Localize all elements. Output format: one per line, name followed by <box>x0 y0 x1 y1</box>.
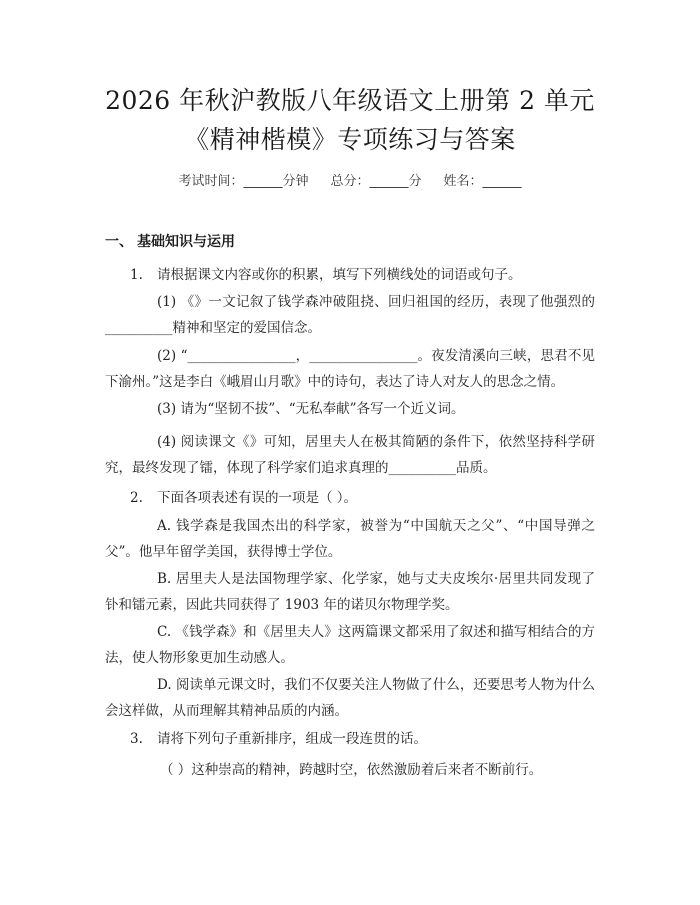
question-2-option-d: D. 阅读单元课文时，我们不仅要关注人物做了什么，还要思考人物为什么会这样做，从而理解其精神品质的内涵。 <box>105 677 595 719</box>
section-number: 一、 <box>105 234 133 250</box>
question-text: 下面各项表述有误的一项是（ ）。 <box>157 490 358 506</box>
question-2-option-a: A. 钱学森是我国杰出的科学家，被誉为“中国航天之父”、“中国导弹之父”。他早年留学美国，获得博士学位。 <box>105 518 595 560</box>
exam-time: 考试时间：______分钟 <box>178 174 309 189</box>
document-title-line2: 《精神楷模》专项练习与答案 <box>184 125 516 154</box>
exam-name: 姓名：______ <box>443 174 522 189</box>
question-number: 3. <box>130 731 143 747</box>
question-number: 1. <box>130 267 143 283</box>
question-2-stem <box>130 486 357 506</box>
question-1-item-2: (2) “________________，________________。夜发清溪向三峡，思君不见下渝州。”这是李白《峨眉山月歌》中的诗句，表达了诗人对友人的思念之情。 <box>105 348 595 390</box>
question-2-option-c: C. 《钱学森》和《居里夫人》这两篇课文都采用了叙述和描写相结合的方法，使人物形象更加生动感人。 <box>105 624 595 666</box>
question-1-item-1: (1) 《》一文记叙了钱学森冲破阻挠、回归祖国的经历，表现了他强烈的__________精神和坚定的爱国信念。 <box>105 294 595 336</box>
question-3-stem <box>130 727 427 747</box>
question-text: 请将下列句子重新排序，组成一段连贯的话。 <box>157 731 427 747</box>
exam-info <box>0 170 700 189</box>
question-number: 2. <box>130 490 143 506</box>
question-1-stem <box>130 263 522 283</box>
section-heading <box>105 231 235 251</box>
section-title: 基础知识与运用 <box>137 234 235 250</box>
exam-score: 总分：______分 <box>330 174 422 189</box>
question-1-item-4: (4) 阅读课文《》可知，居里夫人在极其简陋的条件下，依然坚持科学研究，最终发现了镭，体现了科学家们追求真理的__________品质。 <box>105 434 595 476</box>
question-1-item-3: (3) 请为“坚韧不拔”、“无私奉献”各写一个近义词。 <box>157 401 465 417</box>
question-text: 请根据课文内容或你的积累，填写下列横线处的词语或句子。 <box>157 267 522 283</box>
document-title-line1: 2026 年秋沪教版八年级语文上册第 2 单元 <box>105 86 595 115</box>
question-3-sentence-1: （ ）这种崇高的精神，跨越时空，依然激励着后来者不断前行。 <box>160 762 543 778</box>
question-2-option-b: B. 居里夫人是法国物理学家、化学家，她与丈夫皮埃尔·居里共同发现了钋和镭元素，因此共同获得了 1903 年的诺贝尔物理学奖。 <box>105 571 595 613</box>
